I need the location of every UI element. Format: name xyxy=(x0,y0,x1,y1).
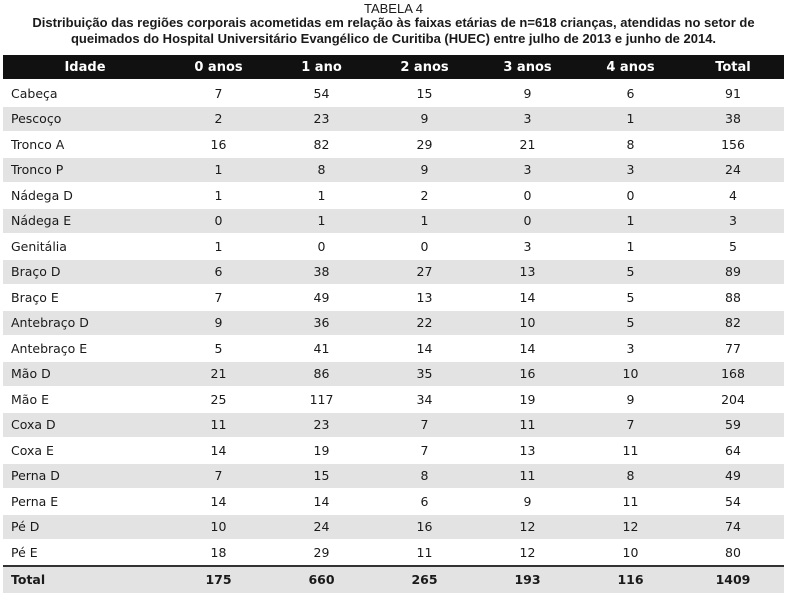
value-2-anos: 9 xyxy=(373,157,476,183)
value-4-anos: 8 xyxy=(579,132,682,158)
value-3-anos: 0 xyxy=(476,183,579,209)
value-2-anos: 34 xyxy=(373,387,476,413)
region-label: Antebraço D xyxy=(3,310,167,336)
table-header-row xyxy=(3,55,784,80)
total-1-ano: 660 xyxy=(270,566,373,594)
value-2-anos: 16 xyxy=(373,514,476,540)
value-0-anos: 7 xyxy=(167,80,270,106)
value-3-anos: 14 xyxy=(476,285,579,311)
column-header-1-ano: 1 ano xyxy=(270,55,373,80)
value-total: 64 xyxy=(682,438,784,464)
value-total: 54 xyxy=(682,489,784,515)
value-1-ano: 41 xyxy=(270,336,373,362)
table-caption-line-2: queimados do Hospital Universitário Evangélico de Curitiba (HUEC) entre julho de 2013 e junho de 2014. xyxy=(70,31,717,46)
value-3-anos: 12 xyxy=(476,540,579,566)
table-row xyxy=(3,132,784,158)
table-row xyxy=(3,310,784,336)
region-label: Tronco P xyxy=(3,157,167,183)
region-label: Mão D xyxy=(3,361,167,387)
value-3-anos: 11 xyxy=(476,463,579,489)
value-4-anos: 3 xyxy=(579,157,682,183)
region-label: Coxa E xyxy=(3,438,167,464)
value-2-anos: 29 xyxy=(373,132,476,158)
value-4-anos: 0 xyxy=(579,183,682,209)
region-label: Braço D xyxy=(3,259,167,285)
value-2-anos: 22 xyxy=(373,310,476,336)
total-3-anos: 193 xyxy=(476,566,579,594)
value-1-ano: 15 xyxy=(270,463,373,489)
value-1-ano: 14 xyxy=(270,489,373,515)
value-0-anos: 18 xyxy=(167,540,270,566)
value-3-anos: 21 xyxy=(476,132,579,158)
value-0-anos: 9 xyxy=(167,310,270,336)
table-row xyxy=(3,438,784,464)
value-0-anos: 10 xyxy=(167,514,270,540)
table-row xyxy=(3,157,784,183)
value-0-anos: 11 xyxy=(167,412,270,438)
total-label: Total xyxy=(3,566,167,594)
value-total: 59 xyxy=(682,412,784,438)
value-total: 168 xyxy=(682,361,784,387)
table-row xyxy=(3,208,784,234)
value-total: 38 xyxy=(682,106,784,132)
region-label: Pé D xyxy=(3,514,167,540)
region-label: Antebraço E xyxy=(3,336,167,362)
value-1-ano: 36 xyxy=(270,310,373,336)
value-total: 4 xyxy=(682,183,784,209)
value-total: 77 xyxy=(682,336,784,362)
value-4-anos: 8 xyxy=(579,463,682,489)
table-row xyxy=(3,183,784,209)
value-4-anos: 11 xyxy=(579,489,682,515)
value-total: 74 xyxy=(682,514,784,540)
table-caption-line-1: Distribuição das regiões corporais acometidas em relação às faixas etárias de n=618 crianças, atendidas no setor de xyxy=(32,15,755,30)
value-4-anos: 12 xyxy=(579,514,682,540)
value-2-anos: 15 xyxy=(373,80,476,106)
table-caption-description xyxy=(0,15,787,47)
value-4-anos: 1 xyxy=(579,106,682,132)
value-2-anos: 11 xyxy=(373,540,476,566)
value-3-anos: 3 xyxy=(476,157,579,183)
value-0-anos: 1 xyxy=(167,157,270,183)
value-4-anos: 5 xyxy=(579,310,682,336)
value-0-anos: 0 xyxy=(167,208,270,234)
total-4-anos: 116 xyxy=(579,566,682,594)
value-1-ano: 86 xyxy=(270,361,373,387)
region-label: Nádega D xyxy=(3,183,167,209)
value-4-anos: 1 xyxy=(579,234,682,260)
table-row xyxy=(3,285,784,311)
value-3-anos: 13 xyxy=(476,438,579,464)
region-label: Pé E xyxy=(3,540,167,566)
region-label: Coxa D xyxy=(3,412,167,438)
value-2-anos: 8 xyxy=(373,463,476,489)
value-0-anos: 7 xyxy=(167,285,270,311)
value-4-anos: 9 xyxy=(579,387,682,413)
value-3-anos: 9 xyxy=(476,80,579,106)
value-total: 91 xyxy=(682,80,784,106)
value-total: 49 xyxy=(682,463,784,489)
value-2-anos: 14 xyxy=(373,336,476,362)
value-3-anos: 19 xyxy=(476,387,579,413)
region-label: Perna D xyxy=(3,463,167,489)
table-row xyxy=(3,361,784,387)
value-2-anos: 7 xyxy=(373,438,476,464)
region-label: Genitália xyxy=(3,234,167,260)
value-2-anos: 9 xyxy=(373,106,476,132)
value-0-anos: 25 xyxy=(167,387,270,413)
value-4-anos: 1 xyxy=(579,208,682,234)
total-0-anos: 175 xyxy=(167,566,270,594)
value-total: 204 xyxy=(682,387,784,413)
burn-regions-table xyxy=(3,55,784,594)
region-label: Cabeça xyxy=(3,80,167,106)
value-2-anos: 1 xyxy=(373,208,476,234)
region-label: Mão E xyxy=(3,387,167,413)
region-label: Nádega E xyxy=(3,208,167,234)
value-4-anos: 7 xyxy=(579,412,682,438)
value-3-anos: 0 xyxy=(476,208,579,234)
table-row xyxy=(3,259,784,285)
value-3-anos: 16 xyxy=(476,361,579,387)
value-0-anos: 2 xyxy=(167,106,270,132)
value-4-anos: 6 xyxy=(579,80,682,106)
value-0-anos: 1 xyxy=(167,183,270,209)
table-row xyxy=(3,412,784,438)
value-3-anos: 9 xyxy=(476,489,579,515)
value-2-anos: 2 xyxy=(373,183,476,209)
column-header-total: Total xyxy=(682,55,784,80)
column-header-4-anos: 4 anos xyxy=(579,55,682,80)
value-3-anos: 3 xyxy=(476,106,579,132)
region-label: Pescoço xyxy=(3,106,167,132)
value-3-anos: 12 xyxy=(476,514,579,540)
value-0-anos: 7 xyxy=(167,463,270,489)
value-4-anos: 3 xyxy=(579,336,682,362)
value-2-anos: 7 xyxy=(373,412,476,438)
value-3-anos: 14 xyxy=(476,336,579,362)
value-2-anos: 35 xyxy=(373,361,476,387)
value-4-anos: 10 xyxy=(579,540,682,566)
value-0-anos: 14 xyxy=(167,489,270,515)
table-total-row xyxy=(3,566,784,594)
value-0-anos: 14 xyxy=(167,438,270,464)
value-1-ano: 1 xyxy=(270,183,373,209)
value-1-ano: 1 xyxy=(270,208,373,234)
value-2-anos: 6 xyxy=(373,489,476,515)
value-0-anos: 1 xyxy=(167,234,270,260)
total-2-anos: 265 xyxy=(373,566,476,594)
value-1-ano: 19 xyxy=(270,438,373,464)
table-row xyxy=(3,336,784,362)
table-row xyxy=(3,463,784,489)
column-header-idade: Idade xyxy=(3,55,167,80)
value-4-anos: 5 xyxy=(579,285,682,311)
value-1-ano: 49 xyxy=(270,285,373,311)
table-body xyxy=(3,80,784,593)
value-1-ano: 0 xyxy=(270,234,373,260)
column-header-2-anos: 2 anos xyxy=(373,55,476,80)
value-0-anos: 6 xyxy=(167,259,270,285)
table-row xyxy=(3,80,784,106)
table-row xyxy=(3,514,784,540)
value-total: 3 xyxy=(682,208,784,234)
value-0-anos: 21 xyxy=(167,361,270,387)
value-1-ano: 23 xyxy=(270,412,373,438)
region-label: Tronco A xyxy=(3,132,167,158)
table-row xyxy=(3,489,784,515)
value-1-ano: 38 xyxy=(270,259,373,285)
table-row xyxy=(3,540,784,566)
value-1-ano: 82 xyxy=(270,132,373,158)
value-1-ano: 8 xyxy=(270,157,373,183)
value-1-ano: 23 xyxy=(270,106,373,132)
total-total: 1409 xyxy=(682,566,784,594)
value-0-anos: 16 xyxy=(167,132,270,158)
value-2-anos: 0 xyxy=(373,234,476,260)
region-label: Perna E xyxy=(3,489,167,515)
value-2-anos: 13 xyxy=(373,285,476,311)
table-row xyxy=(3,106,784,132)
value-1-ano: 54 xyxy=(270,80,373,106)
value-4-anos: 5 xyxy=(579,259,682,285)
value-1-ano: 24 xyxy=(270,514,373,540)
value-total: 156 xyxy=(682,132,784,158)
value-2-anos: 27 xyxy=(373,259,476,285)
value-total: 80 xyxy=(682,540,784,566)
value-3-anos: 10 xyxy=(476,310,579,336)
value-total: 88 xyxy=(682,285,784,311)
value-total: 82 xyxy=(682,310,784,336)
value-total: 89 xyxy=(682,259,784,285)
value-total: 5 xyxy=(682,234,784,260)
value-total: 24 xyxy=(682,157,784,183)
table-caption-title: TABELA 4 xyxy=(363,1,423,16)
value-1-ano: 117 xyxy=(270,387,373,413)
value-3-anos: 11 xyxy=(476,412,579,438)
region-label: Braço E xyxy=(3,285,167,311)
table-row xyxy=(3,234,784,260)
value-4-anos: 11 xyxy=(579,438,682,464)
value-4-anos: 10 xyxy=(579,361,682,387)
value-0-anos: 5 xyxy=(167,336,270,362)
column-header-0-anos: 0 anos xyxy=(167,55,270,80)
value-3-anos: 13 xyxy=(476,259,579,285)
value-3-anos: 3 xyxy=(476,234,579,260)
table-row xyxy=(3,387,784,413)
value-1-ano: 29 xyxy=(270,540,373,566)
column-header-3-anos: 3 anos xyxy=(476,55,579,80)
